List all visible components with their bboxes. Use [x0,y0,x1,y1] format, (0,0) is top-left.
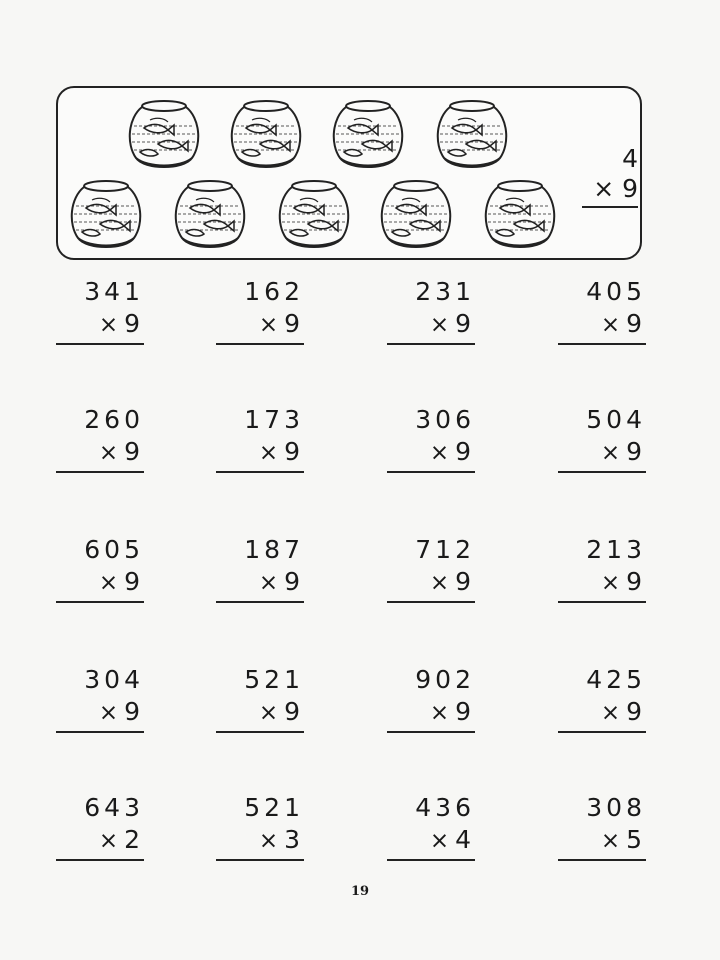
times-sign: × [600,570,621,596]
problem [216,276,304,345]
problem-top: 306 [415,405,475,434]
problem-multiplier: 9 [626,697,646,726]
problem-multiplier: 9 [455,437,475,466]
problem-top: 162 [244,277,304,306]
answer-line [56,731,144,733]
answer-line [558,601,646,603]
problem [387,664,475,733]
answer-line [216,601,304,603]
answer-line [216,731,304,733]
problem [387,276,475,345]
answer-line [387,343,475,345]
problem-multiplier: 9 [124,437,144,466]
problem-multiplier: 9 [626,437,646,466]
problem-top: 231 [415,277,475,306]
problem [56,792,144,861]
times-sign: × [258,700,279,726]
times-sign: × [98,312,119,338]
problem-multiplier: 9 [284,437,304,466]
times-sign: × [429,570,450,596]
times-sign: × [258,828,279,854]
problem-multiplier: 2 [124,825,144,854]
times-sign: × [600,312,621,338]
problem-top: 643 [84,793,144,822]
times-sign: × [429,700,450,726]
problem-top: 341 [84,277,144,306]
answer-line [558,731,646,733]
problem-top: 308 [586,793,646,822]
problem [387,404,475,473]
problem-top: 521 [244,665,304,694]
problem-top: 187 [244,535,304,564]
problem-top: 405 [586,277,646,306]
problem-multiplier: 9 [455,697,475,726]
banner-problem-top: 4 [622,144,638,173]
problem [216,792,304,861]
problem [558,792,646,861]
problem-top: 304 [84,665,144,694]
answer-line [56,471,144,473]
problem-top: 213 [586,535,646,564]
problem-multiplier: 4 [455,825,475,854]
problem-top: 260 [84,405,144,434]
problem [558,664,646,733]
problem-top: 605 [84,535,144,564]
answer-line [216,471,304,473]
problem-top: 712 [415,535,475,564]
answer-line [56,859,144,861]
problem [216,404,304,473]
fishbowl-icon [226,98,306,176]
problem-multiplier: 9 [455,567,475,596]
answer-line [558,343,646,345]
answer-line [56,601,144,603]
problem-multiplier: 9 [124,309,144,338]
page-number: 19 [350,884,370,899]
answer-line [216,859,304,861]
problem [56,664,144,733]
problem-multiplier: 9 [455,309,475,338]
problem-top: 521 [244,793,304,822]
banner-problem-multiplier-row [582,174,638,204]
problem [387,792,475,861]
answer-line [387,731,475,733]
fishbowl-icon [480,178,560,256]
problem [216,534,304,603]
problem-top: 504 [586,405,646,434]
fishbowl-icon [432,98,512,176]
times-sign: × [98,700,119,726]
times-sign: × [98,828,119,854]
times-sign: × [600,440,621,466]
times-sign: × [600,828,621,854]
answer-line [387,601,475,603]
problem [558,276,646,345]
fishbowl-icon [170,178,250,256]
problem [56,404,144,473]
answer-line [558,859,646,861]
fishbowl-icon [66,178,146,256]
problem-multiplier: 9 [284,567,304,596]
problem-multiplier: 9 [284,697,304,726]
fishbowl-banner [56,86,642,260]
times-sign: × [600,700,621,726]
fishbowl-icon [274,178,354,256]
problem-multiplier: 9 [124,567,144,596]
answer-line [582,206,638,208]
problem [558,534,646,603]
answer-line [558,471,646,473]
problem [216,664,304,733]
problem-multiplier: 3 [284,825,304,854]
times-sign: × [429,828,450,854]
problem-top: 436 [415,793,475,822]
times-sign: × [258,570,279,596]
banner-problem-multiplier: 9 [622,174,638,203]
problem [558,404,646,473]
problem-multiplier: 9 [626,309,646,338]
problem-multiplier: 9 [284,309,304,338]
fishbowl-icon [328,98,408,176]
problem-multiplier: 9 [626,567,646,596]
problem [56,276,144,345]
fishbowl-icon [376,178,456,256]
times-sign: × [258,440,279,466]
problem-multiplier: 5 [626,825,646,854]
times-sign: × [429,440,450,466]
times-sign: × [429,312,450,338]
problem [56,534,144,603]
times-sign: × [98,440,119,466]
problem-top: 173 [244,405,304,434]
answer-line [56,343,144,345]
problem-top: 425 [586,665,646,694]
problem-top: 902 [415,665,475,694]
problem [387,534,475,603]
problem-multiplier: 9 [124,697,144,726]
answer-line [216,343,304,345]
times-sign: × [98,570,119,596]
times-sign: × [593,174,615,203]
fishbowl-icon [124,98,204,176]
answer-line [387,859,475,861]
banner-problem [582,144,638,208]
times-sign: × [258,312,279,338]
answer-line [387,471,475,473]
